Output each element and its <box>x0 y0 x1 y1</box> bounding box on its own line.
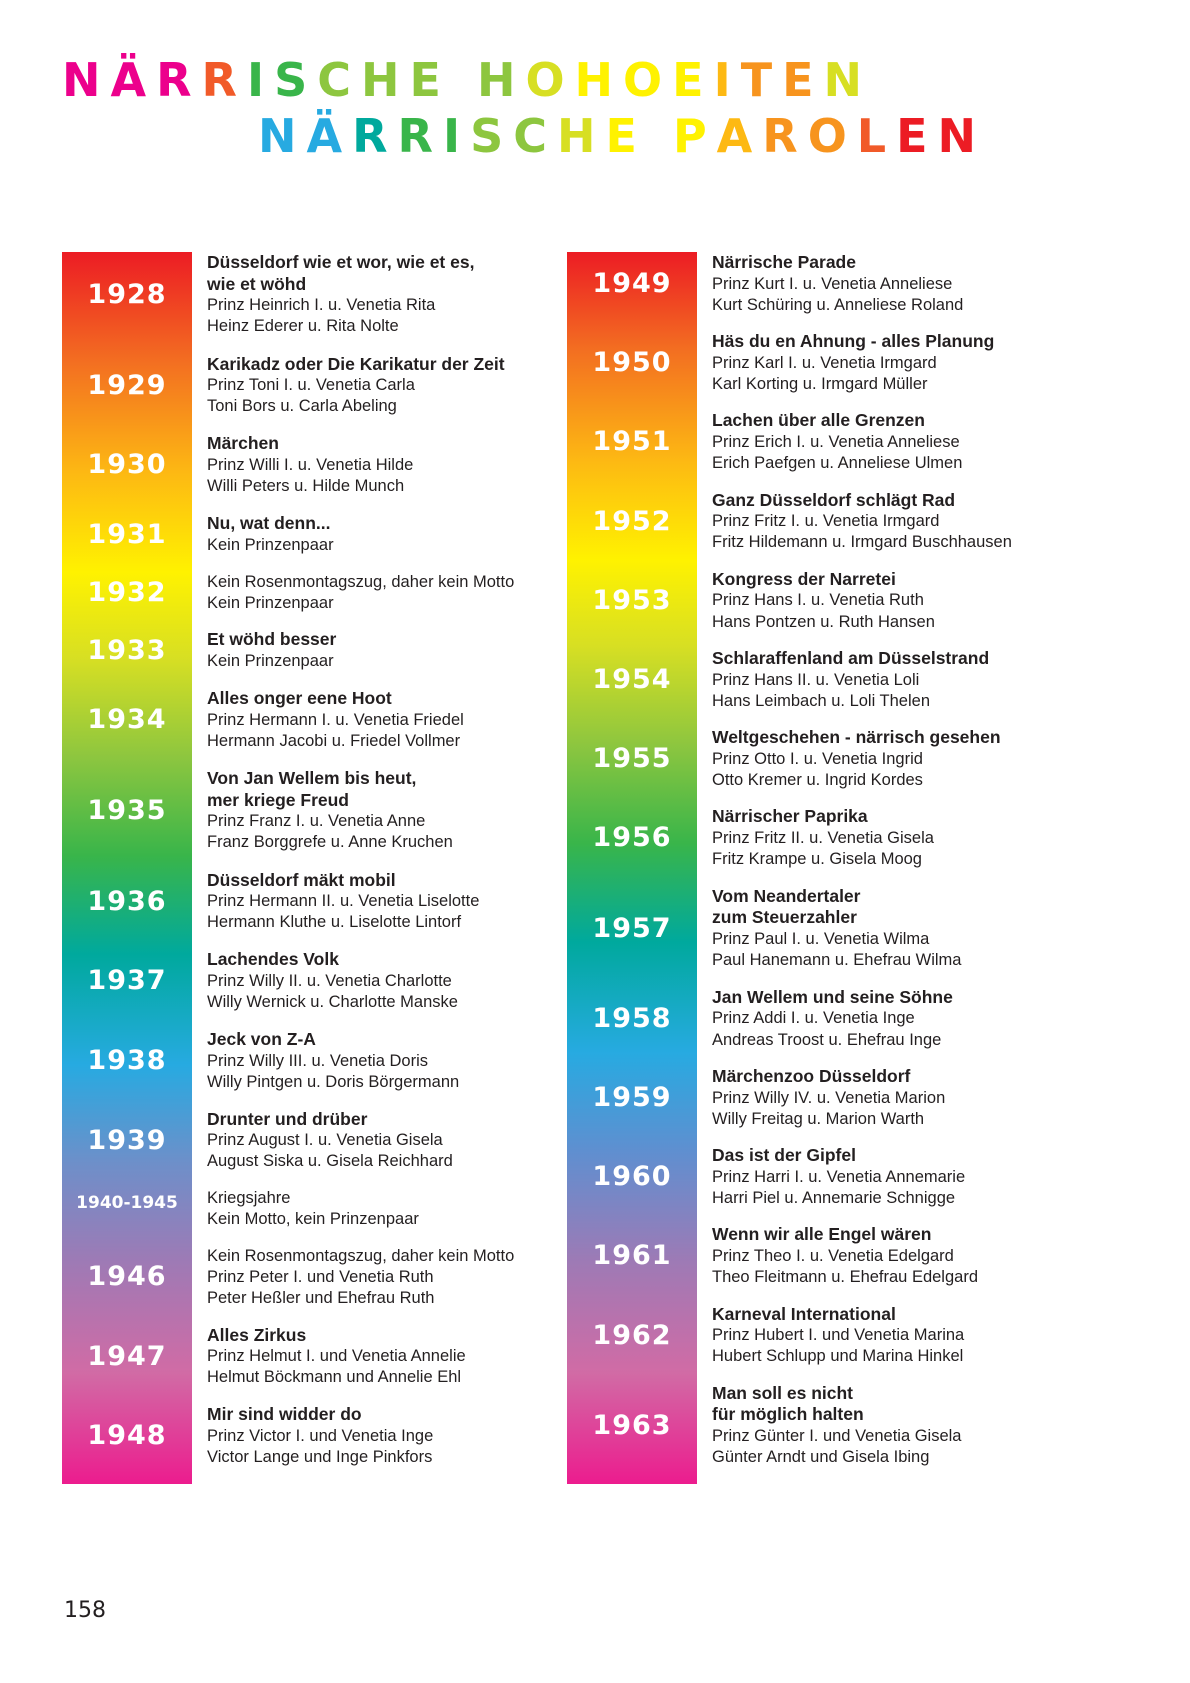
motto-line: Karikadz oder Die Karikatur der Zeit <box>207 353 505 374</box>
timeline-row <box>62 1325 562 1389</box>
year-label: 1935 <box>87 794 167 826</box>
motto-line: Märchen <box>207 433 279 454</box>
detail-line: Erich Paefgen u. Anneliese Ulmen <box>712 454 963 473</box>
year-label: 1932 <box>87 576 167 608</box>
detail-line: Prinz Günter I. und Venetia Gisela <box>712 1427 962 1446</box>
entry-text <box>192 1325 562 1389</box>
timeline-row <box>62 949 562 1013</box>
title-letter: R <box>156 53 202 107</box>
motto-line: Et wöhd besser <box>207 629 337 650</box>
title-letter: Ä <box>306 109 353 164</box>
entry-text <box>192 1404 562 1468</box>
timeline-row <box>62 1404 562 1468</box>
year-label: 1951 <box>592 426 672 458</box>
detail-line: Paul Hanemann u. Ehefrau Wilma <box>712 951 962 970</box>
motto-line: Von Jan Wellem bis heut, <box>207 767 417 788</box>
detail-line: Willy Freitag u. Marion Warth <box>712 1109 925 1128</box>
detail-line: Harri Piel u. Annemarie Schnigge <box>712 1188 956 1207</box>
entry-text <box>697 569 1067 633</box>
title-letter: N <box>62 53 111 107</box>
motto-line: Närrischer Paprika <box>712 806 868 827</box>
year-label: 1956 <box>592 822 672 854</box>
motto-line: mer kriege Freud <box>207 789 349 810</box>
motto-line: Närrische Parade <box>712 252 856 272</box>
entry-text <box>192 1029 562 1093</box>
year-label: 1930 <box>87 449 167 481</box>
detail-line: Prinz Hans I. u. Venetia Ruth <box>712 591 924 610</box>
entry-text <box>697 1066 1067 1130</box>
timeline-row <box>62 629 562 672</box>
motto-line: Ganz Düsseldorf schlägt Rad <box>712 489 956 510</box>
page-title <box>0 52 1190 164</box>
detail-line: Prinz Otto I. u. Venetia Ingrid <box>712 749 923 768</box>
timeline-row <box>567 806 1067 870</box>
entry-text <box>697 410 1067 474</box>
detail-line: Prinz August I. u. Venetia Gisela <box>207 1131 443 1150</box>
timeline-row <box>567 252 1067 316</box>
detail-line: Prinz Hermann II. u. Venetia Liselotte <box>207 892 480 911</box>
detail-line: Prinz Toni I. u. Venetia Carla <box>207 376 415 395</box>
timeline-row <box>62 252 562 338</box>
year-label: 1929 <box>87 369 167 401</box>
motto-line: Mir sind widder do <box>207 1404 362 1425</box>
title-letter: N <box>823 53 873 107</box>
detail-line: Kriegsjahre <box>207 1189 291 1208</box>
detail-line: Prinz Hermann I. u. Venetia Friedel <box>207 710 464 729</box>
column-left <box>62 252 562 1484</box>
motto-line: Alles Zirkus <box>207 1324 307 1345</box>
detail-line: Prinz Fritz II. u. Venetia Gisela <box>712 829 934 848</box>
motto-line: Lachendes Volk <box>207 949 339 970</box>
entry-text <box>697 331 1067 395</box>
entry-text <box>697 886 1067 972</box>
entry-text <box>697 490 1067 554</box>
detail-line: Kein Rosenmontagszug, daher kein Motto <box>207 572 515 591</box>
entry-text <box>697 1224 1067 1288</box>
title-letter: O <box>807 109 857 164</box>
year-label: 1959 <box>592 1082 672 1113</box>
detail-line: Prinz Addi I. u. Venetia Inge <box>712 1009 915 1028</box>
entry-text <box>192 572 562 614</box>
title-letter: H <box>360 53 410 107</box>
motto-line: für möglich halten <box>712 1404 864 1425</box>
title-letter: O <box>525 53 575 107</box>
motto-line: Karneval International <box>712 1303 896 1324</box>
year-label: 1934 <box>87 704 167 736</box>
timeline-row <box>62 513 562 556</box>
year-label: 1936 <box>87 885 167 917</box>
entry-text <box>697 727 1067 791</box>
detail-line: Otto Kremer u. Ingrid Kordes <box>712 770 923 789</box>
title-letter: E <box>672 53 714 107</box>
timeline-row <box>62 354 562 418</box>
year-label: 1933 <box>87 634 167 666</box>
detail-line: Hans Pontzen u. Ruth Hansen <box>712 612 935 631</box>
motto-line: Weltgeschehen - närrisch gesehen <box>712 727 1001 748</box>
title-letter: R <box>352 109 398 164</box>
detail-line: Prinz Harri I. u. Venetia Annemarie <box>712 1167 966 1186</box>
timeline-row <box>567 648 1067 712</box>
year-label: 1939 <box>87 1124 167 1156</box>
title-letter: R <box>201 53 247 107</box>
timeline-row <box>567 886 1067 972</box>
title-letter: R <box>397 109 443 164</box>
entry-text <box>697 1304 1067 1368</box>
motto-line: Alles onger eene Hoot <box>207 688 392 709</box>
entry-text <box>192 354 562 418</box>
detail-line: Günter Arndt und Gisela Ibing <box>712 1448 930 1467</box>
title-letter: I <box>246 53 275 107</box>
motto-line: Häs du en Ahnung - alles Planung <box>712 331 995 352</box>
title-letter: Ä <box>110 53 157 107</box>
detail-line: Kein Motto, kein Prinzenpaar <box>207 1210 419 1229</box>
detail-line: Andreas Troost u. Ehefrau Inge <box>712 1030 942 1049</box>
title-letter: S <box>470 109 514 164</box>
year-label: 1928 <box>87 279 167 310</box>
entry-text <box>192 1109 562 1173</box>
title-letter: H <box>574 53 624 107</box>
year-label: 1947 <box>87 1340 167 1372</box>
detail-line: Franz Borggrefe u. Anne Kruchen <box>207 833 453 852</box>
detail-line: Prinz Kurt I. u. Venetia Anneliese <box>712 274 953 293</box>
column-right <box>567 252 1067 1484</box>
detail-line: Victor Lange und Inge Pinkfors <box>207 1448 433 1467</box>
entry-text <box>192 629 562 672</box>
timeline-row <box>62 768 562 854</box>
timeline-row <box>567 490 1067 554</box>
year-label: 1957 <box>592 912 672 944</box>
detail-line: Theo Fleitmann u. Ehefrau Edelgard <box>712 1268 978 1287</box>
title-letter: A <box>716 109 763 164</box>
detail-line: Willi Peters u. Hilde Munch <box>207 477 405 496</box>
entry-text <box>192 252 562 338</box>
motto-line: Jan Wellem und seine Söhne <box>712 986 953 1007</box>
entry-text <box>697 648 1067 712</box>
detail-line: Prinz Peter I. und Venetia Ruth <box>207 1268 434 1287</box>
timeline-row <box>567 1066 1067 1130</box>
detail-line: Prinz Erich I. u. Venetia Anneliese <box>712 433 960 452</box>
title-letter: E <box>605 109 647 164</box>
entry-text <box>192 1246 562 1309</box>
motto-line: Düsseldorf mäkt mobil <box>207 869 396 890</box>
detail-line: Prinz Willy IV. u. Venetia Marion <box>712 1088 946 1107</box>
title-letter: T <box>740 53 783 107</box>
detail-line: Fritz Hildemann u. Irmgard Buschhausen <box>712 533 1012 552</box>
motto-line: Drunter und drüber <box>207 1108 368 1129</box>
motto-line: Das ist der Gipfel <box>712 1145 856 1166</box>
detail-line: Fritz Krampe u. Gisela Moog <box>712 850 922 869</box>
year-label: 1958 <box>592 1002 672 1034</box>
entry-text <box>192 870 562 934</box>
motto-line: zum Steuerzahler <box>712 907 857 928</box>
detail-line: Helmut Böckmann und Annelie Ehl <box>207 1368 462 1387</box>
year-label: 1961 <box>592 1240 672 1272</box>
year-label: 1963 <box>592 1409 672 1441</box>
title-line-1 <box>0 52 1190 108</box>
year-label: 1946 <box>87 1261 167 1293</box>
rows-right <box>567 252 1067 1484</box>
motto-line: Düsseldorf wie et wor, wie et es, <box>207 252 475 272</box>
title-letter: O <box>623 53 673 107</box>
entry-text <box>697 806 1067 870</box>
title-letter: I <box>442 109 471 164</box>
entry-text <box>192 688 562 752</box>
motto-line: Nu, wat denn... <box>207 513 331 534</box>
motto-line: Jeck von Z-A <box>207 1028 316 1049</box>
timeline-row <box>62 433 562 497</box>
year-label: 1955 <box>592 743 672 775</box>
detail-line: Peter Heßler und Ehefrau Ruth <box>207 1289 435 1308</box>
title-letter: N <box>258 109 307 164</box>
motto-line: Vom Neandertaler <box>712 885 861 906</box>
motto-line: Schlaraffenland am Düsselstrand <box>712 648 990 668</box>
motto-line: Lachen über alle Grenzen <box>712 410 925 431</box>
title-letter: S <box>274 53 318 107</box>
detail-line: Prinz Willy III. u. Venetia Doris <box>207 1051 428 1070</box>
motto-line: Man soll es nicht <box>712 1382 853 1403</box>
detail-line: Prinz Karl I. u. Venetia Irmgard <box>712 353 937 372</box>
detail-line: Prinz Fritz I. u. Venetia Irmgard <box>712 512 940 531</box>
timeline-row <box>567 1145 1067 1209</box>
timeline-row <box>567 410 1067 474</box>
timeline-row <box>62 1246 562 1309</box>
detail-line: Kein Rosenmontagszug, daher kein Motto <box>207 1246 515 1265</box>
timeline-row <box>62 870 562 934</box>
year-label: 1938 <box>87 1044 167 1076</box>
detail-line: Prinz Victor I. und Venetia Inge <box>207 1427 434 1445</box>
detail-line: Prinz Hans II. u. Venetia Loli <box>712 670 920 689</box>
year-label: 1950 <box>592 347 672 379</box>
entry-text <box>192 433 562 497</box>
detail-line: Prinz Heinrich I. u. Venetia Rita <box>207 296 436 315</box>
title-letter: C <box>513 109 557 164</box>
detail-line: Prinz Theo I. u. Venetia Edelgard <box>712 1247 954 1266</box>
entry-text <box>697 1145 1067 1209</box>
motto-line: wie et wöhd <box>207 273 307 294</box>
year-label: 1931 <box>87 518 167 550</box>
detail-line: Prinz Hubert I. und Venetia Marina <box>712 1326 965 1345</box>
title-line-2 <box>0 108 1190 164</box>
title-letter: E <box>409 53 451 107</box>
title-letter: E <box>896 109 938 164</box>
entry-text <box>192 768 562 854</box>
year-label: 1960 <box>592 1161 672 1193</box>
page-number: 158 <box>64 1598 106 1623</box>
rows-left <box>62 252 562 1484</box>
detail-line: Hermann Jacobi u. Friedel Vollmer <box>207 731 461 750</box>
year-label: 1949 <box>592 268 672 299</box>
detail-line: Hermann Kluthe u. Liselotte Lintorf <box>207 913 462 932</box>
timeline-row <box>567 331 1067 395</box>
timeline-row <box>567 569 1067 633</box>
timeline-row <box>62 572 562 614</box>
detail-line: Prinz Willi I. u. Venetia Hilde <box>207 456 414 475</box>
entry-text <box>192 1188 562 1230</box>
entry-text <box>697 1383 1067 1469</box>
year-label: 1953 <box>592 584 672 616</box>
timeline-row <box>567 1224 1067 1288</box>
timeline-row <box>62 688 562 752</box>
year-label: 1954 <box>592 664 672 695</box>
year-label: 1948 <box>87 1420 167 1452</box>
timeline-row <box>62 1188 562 1230</box>
entry-text <box>697 252 1067 316</box>
timeline-row <box>62 1109 562 1173</box>
timeline-row <box>567 1304 1067 1368</box>
detail-line: Karl Korting u. Irmgard Müller <box>712 374 928 393</box>
motto-line: Kongress der Narretei <box>712 568 896 589</box>
detail-line: Heinz Ederer u. Rita Nolte <box>207 317 399 336</box>
year-label: 1937 <box>87 965 167 997</box>
detail-line: Kein Prinzenpaar <box>207 535 334 554</box>
detail-line: Hubert Schlupp und Marina Hinkel <box>712 1347 964 1366</box>
detail-line: August Siska u. Gisela Reichhard <box>207 1152 453 1171</box>
detail-line: Prinz Helmut I. und Venetia Annelie <box>207 1347 466 1366</box>
motto-line: Märchenzoo Düsseldorf <box>712 1066 911 1086</box>
title-letter: R <box>762 109 808 164</box>
title-letter: I <box>713 53 741 107</box>
motto-line: Wenn wir alle Engel wären <box>712 1224 932 1245</box>
timeline-row <box>567 727 1067 791</box>
detail-line: Kein Prinzenpaar <box>207 593 334 612</box>
detail-line: Willy Pintgen u. Doris Börgermann <box>207 1072 460 1091</box>
title-letter: C <box>317 53 361 107</box>
title-letter: H <box>556 109 606 164</box>
timeline-row <box>567 1383 1067 1469</box>
entry-text <box>697 987 1067 1051</box>
detail-line: Prinz Paul I. u. Venetia Wilma <box>712 929 930 948</box>
timeline-row <box>62 1029 562 1093</box>
detail-line: Willy Wernick u. Charlotte Manske <box>207 992 458 1011</box>
title-letter: P <box>672 109 717 164</box>
detail-line: Kurt Schüring u. Anneliese Roland <box>712 295 964 314</box>
year-label: 1940-1945 <box>76 1193 178 1214</box>
title-letter: E <box>782 53 824 107</box>
detail-line: Hans Leimbach u. Loli Thelen <box>712 691 930 710</box>
detail-line: Prinz Franz I. u. Venetia Anne <box>207 812 426 831</box>
timeline-row <box>567 987 1067 1051</box>
entry-text <box>192 949 562 1013</box>
title-letter <box>451 52 477 108</box>
year-label: 1962 <box>592 1319 672 1351</box>
title-letter: H <box>476 53 526 107</box>
title-letter: L <box>856 109 897 164</box>
year-label: 1952 <box>592 505 672 537</box>
title-letter <box>647 108 673 164</box>
title-letter: N <box>937 109 987 164</box>
detail-line: Toni Bors u. Carla Abeling <box>207 397 397 416</box>
detail-line: Kein Prinzenpaar <box>207 652 334 671</box>
entry-text <box>192 513 562 556</box>
detail-line: Prinz Willy II. u. Venetia Charlotte <box>207 971 452 990</box>
